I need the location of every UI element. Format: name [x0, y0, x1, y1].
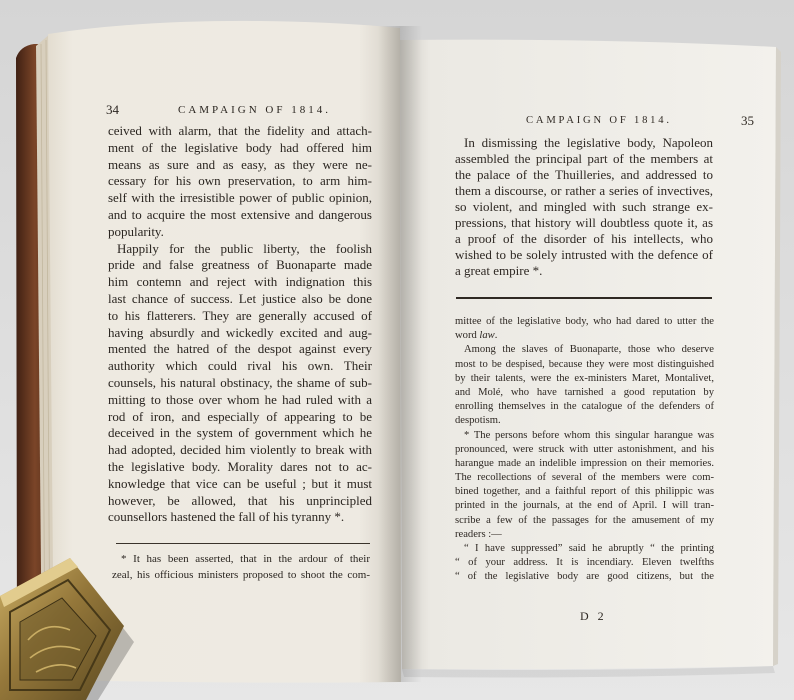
footnote-line: despotism. — [455, 415, 501, 427]
footnote-line: Among the slaves of Buonaparte, those who deserve — [464, 344, 714, 356]
body-line: assembled the principal part of the members at — [455, 151, 713, 166]
page-number: 35 — [741, 113, 754, 128]
footnote-line — [455, 329, 714, 343]
footnote-line: “ I have suppressed” said he abruptly “ the printing — [464, 543, 714, 554]
body-line: the legislative body. Morality dares not to ac- — [108, 458, 372, 474]
body-line: so violent, and mingled with such strange ex- — [455, 199, 713, 214]
body-line: had adopted, decided him violently to break with — [108, 442, 372, 458]
body-line: rod of iron, and especially of appearing to be — [108, 408, 372, 424]
footnote-line: enrolling themselves in the catalogue of the defenders of — [455, 401, 714, 413]
signature-mark: D 2 — [580, 609, 607, 623]
body-line: self with the irresistible power of public opinion, — [108, 190, 372, 206]
body-line: a great empire *. — [455, 263, 543, 278]
body-line: pride and false greatness of Buonaparte made — [108, 257, 372, 273]
body-line: mented the hatred of the despot against every — [108, 341, 372, 357]
footnote-text: . — [494, 330, 498, 342]
body-line: them a discourse, or rather a series of invectives, — [455, 183, 713, 198]
footnote-text: word — [455, 330, 480, 342]
footnotes — [112, 552, 370, 583]
body-line: the palace of the Thuilleries, and addressed to — [455, 167, 713, 182]
body-line: however, be allowed, that his unprincipled — [108, 492, 372, 508]
body-line: authority which could rival his own. Their — [108, 358, 372, 374]
italic-word: law — [479, 330, 495, 342]
body-line: having absurdly and wickedly excited and aug- — [108, 324, 372, 340]
footnote-rule — [116, 543, 370, 544]
running-head: CAMPAIGN OF 1814. — [178, 104, 331, 116]
footnote-line: “ of the legislative body are good citizens, but the — [455, 571, 714, 583]
running-head: CAMPAIGN OF 1814. — [526, 115, 672, 126]
body-line: popularity. — [108, 223, 164, 239]
footnote-line: readers :— — [455, 528, 502, 540]
body-line: and to acquire the most extensive and dangerous — [108, 206, 372, 222]
body-line: means as sure and as easy, as they were ne- — [108, 156, 372, 172]
body-line: him contemn and reject with indignation this — [108, 274, 372, 290]
body-text — [108, 123, 372, 526]
body-line: counsels, his natural obstinacy, the shame of sub- — [108, 374, 372, 390]
footnote-line: harangue made an indelible impression on their memories. — [455, 457, 714, 469]
body-line: a proof of the disorder of his intellects, who — [455, 231, 713, 246]
footnotes — [455, 315, 714, 585]
body-line: to his flatterers. They are generally accused of — [108, 307, 372, 323]
body-line: pressions, that history will doubtless quote it, as — [455, 215, 713, 230]
body-line: wished to be solely intrusted with the defence of — [455, 247, 713, 262]
body-line: knowledge that vice can be useful ; but it must — [108, 475, 372, 491]
body-line: ceived with alarm, that the fidelity and attach- — [108, 123, 372, 138]
footnote-line: * The persons before whom this singular harangue was — [464, 429, 714, 441]
footnote-line: bined together, and a faithful report of this philippic was — [455, 486, 714, 498]
footnote-line: “ of your address. It is incendiary. Eleven twelfths — [455, 557, 714, 569]
body-line: In dismissing the legislative body, Napoleon — [464, 135, 713, 150]
body-line: counsellors hastened the fall of his tyranny *. — [108, 509, 345, 525]
footnote-line: and Molé, who have tarnished a good reputation by — [455, 386, 714, 398]
footnote-line: * It has been asserted, that in the ardour of their — [121, 553, 370, 565]
footnote-line: most to be despised, because they were most distinguished — [455, 358, 714, 370]
footnote-line: by their talents, were the ex-ministers Maret, Montalivet, — [455, 372, 714, 384]
body-line: Happily for the public liberty, the foolish — [117, 240, 372, 256]
footnote-line: pronounced, were struck with utter astonishment, and his — [455, 443, 714, 455]
footnote-rule — [456, 297, 712, 299]
body-line: mitting to those over whom he had ruled with a — [108, 391, 372, 407]
footnote-line: scribe a few of the passages for the amusement of my — [455, 514, 714, 526]
body-line: ment of the legislative body had offered him — [108, 139, 372, 155]
gutter-shadow — [378, 26, 422, 682]
footnote-line: The recollections of several of the members were com- — [455, 472, 714, 484]
footnote-line: mittee of the legislative body, who had dared to utter the — [455, 316, 714, 327]
page-number: 34 — [106, 102, 119, 117]
body-line: last chance of success. Let justice also be done — [108, 290, 372, 306]
body-line: deceived in the system of government which he — [108, 425, 372, 441]
footnote-line: zeal, his officious ministers proposed to shoot the com- — [112, 568, 370, 581]
body-line: cessary for his own preservation, to arm him- — [108, 173, 372, 189]
footnote-line: printed in the journals, at the end of April. I will tran- — [455, 500, 714, 512]
body-text — [455, 135, 713, 279]
